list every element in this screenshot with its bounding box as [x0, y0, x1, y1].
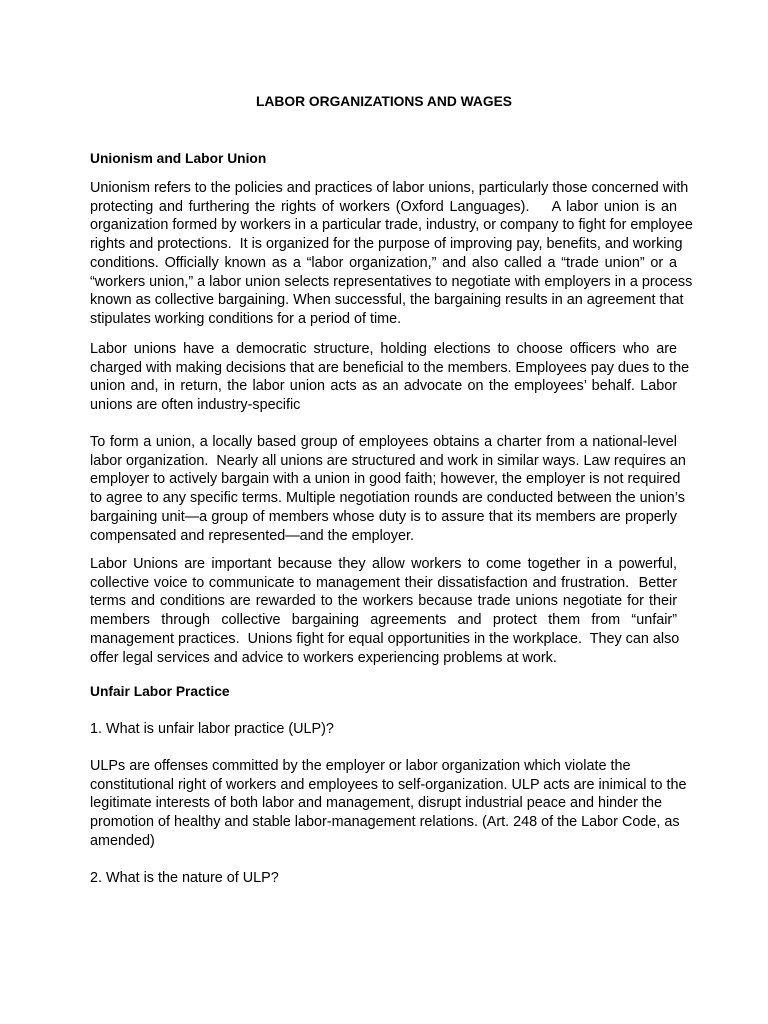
paragraph-line: rights and protections. It is organized for the purpose of improving pay, benefits, and working: [90, 236, 683, 253]
paragraph-line: compensated and represented—and the employer.: [90, 527, 414, 544]
paragraph-line: amended): [90, 832, 155, 849]
paragraph-line: stipulates working conditions for a period of time.: [90, 310, 402, 327]
paragraph-line: conditions. Officially known as a “labor organization,” and also called a “trade union” or a: [90, 254, 677, 271]
paragraph-line: organization formed by workers in a particular trade, industry, or company to fight for employee: [90, 217, 693, 234]
question-line: 2. What is the nature of ULP?: [90, 870, 279, 886]
paragraph-line: To form a union, a locally based group of employees obtains a charter from a national-level: [90, 434, 677, 450]
paragraph-line: terms and conditions are rewarded to the workers because trade unions negotiate for their: [90, 593, 677, 610]
paragraph-line: “workers union,” a labor union selects representatives to negotiate with employers in a process: [90, 273, 693, 290]
paragraph-line: employer to actively bargain with a union in good faith; however, the employer is not required: [90, 471, 681, 488]
paragraph-line: promotion of healthy and stable labor-management relations. (Art. 248 of the Labor Code, as: [90, 814, 680, 831]
paragraph-line: Labor unions have a democratic structure, holding elections to choose officers who are: [90, 341, 677, 357]
paragraph-line: labor organization. Nearly all unions are structured and work in similar ways. Law requires an: [90, 452, 686, 469]
paragraph-line: to agree to any specific terms. Multiple negotiation rounds are conducted between the union’s: [90, 490, 685, 507]
paragraph-line: constitutional right of workers and employees to self-organization. ULP acts are inimical to the: [90, 776, 687, 793]
paragraph-line: union and, in return, the labor union acts as an advocate on the employees’ behalf. Labor: [90, 378, 677, 395]
section-heading-unionism: Unionism and Labor Union: [90, 151, 267, 166]
paragraph-line: offer legal services and advice to workers experiencing problems at work.: [90, 649, 557, 666]
paragraph-line: Unionism refers to the policies and practices of labor unions, particularly those concerned with: [90, 180, 689, 196]
paragraph-line: Labor Unions are important because they allow workers to come together in a powerful,: [90, 556, 677, 572]
paragraph-line: charged with making decisions that are beneficial to the members. Employees pay dues to the: [90, 359, 690, 376]
paragraph-line: legitimate interests of both labor and management, disrupt industrial peace and hinder the: [90, 795, 662, 812]
paragraph-line: known as collective bargaining. When successful, the bargaining results in an agreement that: [90, 292, 684, 309]
paragraph-line: members through collective bargaining agreements and protect them from “unfair”: [90, 612, 677, 629]
paragraph-line: management practices. Unions fight for equal opportunities in the workplace. They can also: [90, 630, 680, 647]
paragraph-line: ULPs are offenses committed by the employer or labor organization which violate the: [90, 758, 631, 774]
paragraph-line: collective voice to communicate to management their dissatisfaction and frustration. Better: [90, 574, 677, 591]
document-title: LABOR ORGANIZATIONS AND WAGES: [255, 94, 512, 109]
section-heading-ulp: Unfair Labor Practice: [90, 684, 230, 699]
paragraph-line: protecting and furthering the rights of workers (Oxford Languages). A labor union is an: [90, 198, 677, 215]
paragraph-line: bargaining unit—a group of members whose duty is to assure that its members are properly: [90, 508, 677, 525]
question-line: 1. What is unfair labor practice (ULP)?: [90, 721, 334, 737]
paragraph-line: unions are often industry-specific: [90, 397, 301, 414]
